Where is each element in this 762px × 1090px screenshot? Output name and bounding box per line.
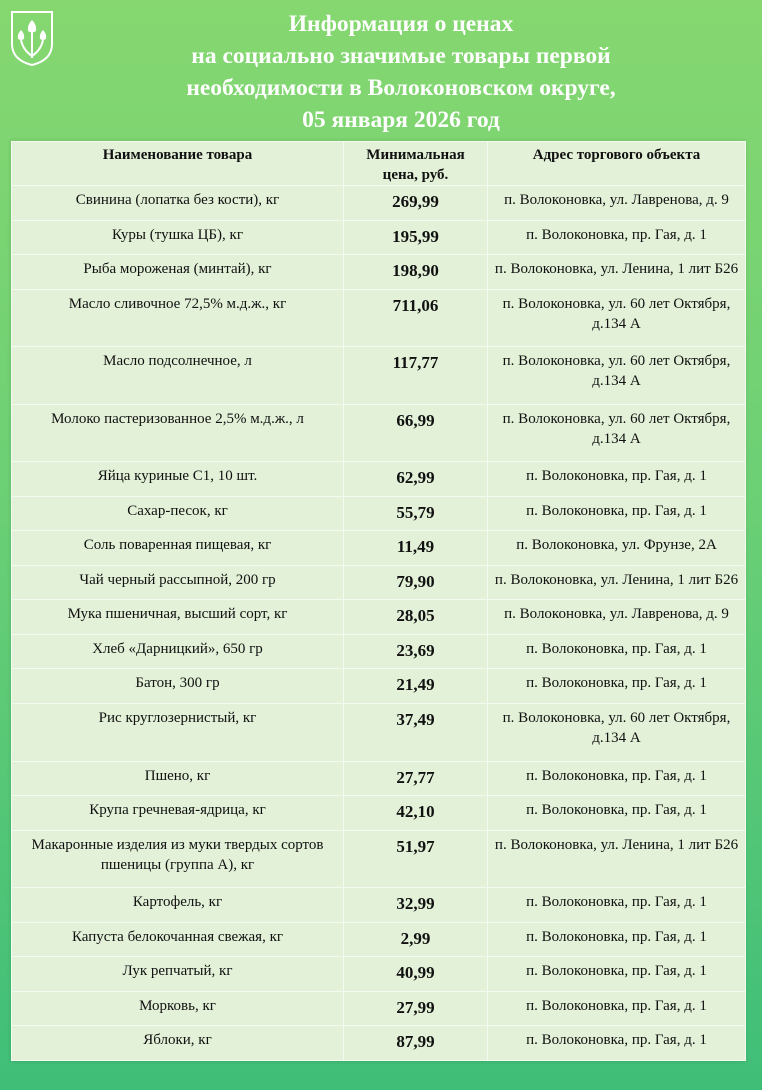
- price-cell: 195,99: [344, 220, 488, 255]
- product-name-cell: Масло сливочное 72,5% м.д.ж., кг: [12, 289, 344, 347]
- title-line: 05 января 2026 год: [302, 107, 500, 133]
- price-cell: 51,97: [344, 830, 488, 888]
- price-cell: 42,10: [344, 796, 488, 831]
- page-title: [60, 8, 742, 136]
- table-row: [12, 404, 746, 462]
- address-cell: п. Волоконовка, ул. 60 лет Октября, д.134 А: [488, 289, 746, 347]
- table-row: [12, 531, 746, 566]
- price-cell: 21,49: [344, 669, 488, 704]
- table-row: [12, 186, 746, 221]
- product-name-cell: Капуста белокочанная свежая, кг: [12, 922, 344, 957]
- table-row: [12, 761, 746, 796]
- table-row: [12, 496, 746, 531]
- address-cell: п. Волоконовка, пр. Гая, д. 1: [488, 888, 746, 923]
- product-name-cell: Куры (тушка ЦБ), кг: [12, 220, 344, 255]
- tulip-emblem-icon: [9, 10, 55, 66]
- product-name-cell: Батон, 300 гр: [12, 669, 344, 704]
- address-cell: п. Волоконовка, ул. Ленина, 1 лит Б26: [488, 565, 746, 600]
- price-cell: 27,99: [344, 991, 488, 1026]
- address-cell: п. Волоконовка, ул. Ленина, 1 лит Б26: [488, 830, 746, 888]
- product-name-cell: Рис круглозернистый, кг: [12, 704, 344, 762]
- price-cell: 37,49: [344, 704, 488, 762]
- table-row: [12, 1026, 746, 1061]
- price-table: [11, 141, 746, 1061]
- product-name-cell: Пшено, кг: [12, 761, 344, 796]
- table-row: [12, 704, 746, 762]
- product-name-cell: Мука пшеничная, высший сорт, кг: [12, 600, 344, 635]
- address-cell: п. Волоконовка, ул. 60 лет Октября, д.134 А: [488, 404, 746, 462]
- address-cell: п. Волоконовка, пр. Гая, д. 1: [488, 634, 746, 669]
- product-name-cell: Молоко пастеризованное 2,5% м.д.ж., л: [12, 404, 344, 462]
- address-cell: п. Волоконовка, ул. Лавренова, д. 9: [488, 186, 746, 221]
- table-row: [12, 669, 746, 704]
- table-row: [12, 922, 746, 957]
- price-cell: 117,77: [344, 347, 488, 405]
- address-cell: п. Волоконовка, ул. Лавренова, д. 9: [488, 600, 746, 635]
- address-cell: п. Волоконовка, ул. 60 лет Октября, д.134 А: [488, 704, 746, 762]
- price-cell: 79,90: [344, 565, 488, 600]
- product-name-cell: Соль поваренная пищевая, кг: [12, 531, 344, 566]
- table-row: [12, 957, 746, 992]
- address-cell: п. Волоконовка, пр. Гая, д. 1: [488, 462, 746, 497]
- price-cell: 711,06: [344, 289, 488, 347]
- price-cell: 2,99: [344, 922, 488, 957]
- table-row: [12, 796, 746, 831]
- address-cell: п. Волоконовка, пр. Гая, д. 1: [488, 991, 746, 1026]
- price-cell: 28,05: [344, 600, 488, 635]
- address-cell: п. Волоконовка, пр. Гая, д. 1: [488, 496, 746, 531]
- price-cell: 62,99: [344, 462, 488, 497]
- product-name-cell: Лук репчатый, кг: [12, 957, 344, 992]
- price-table-container: [11, 141, 745, 1061]
- price-cell: 11,49: [344, 531, 488, 566]
- product-name-cell: Макаронные изделия из муки твердых сортов пшеницы (группа А), кг: [12, 830, 344, 888]
- price-cell: 269,99: [344, 186, 488, 221]
- price-cell: 55,79: [344, 496, 488, 531]
- product-name-cell: Яйца куриные С1, 10 шт.: [12, 462, 344, 497]
- table-row: [12, 991, 746, 1026]
- address-cell: п. Волоконовка, пр. Гая, д. 1: [488, 796, 746, 831]
- address-cell: п. Волоконовка, пр. Гая, д. 1: [488, 957, 746, 992]
- address-cell: п. Волоконовка, ул. 60 лет Октября, д.134 А: [488, 347, 746, 405]
- table-row: [12, 565, 746, 600]
- address-cell: п. Волоконовка, пр. Гая, д. 1: [488, 1026, 746, 1061]
- address-cell: п. Волоконовка, ул. Фрунзе, 2А: [488, 531, 746, 566]
- column-header-address: Адрес торгового объекта: [488, 142, 746, 186]
- product-name-cell: Рыба мороженая (минтай), кг: [12, 255, 344, 290]
- price-cell: 87,99: [344, 1026, 488, 1061]
- table-row: [12, 830, 746, 888]
- table-row: [12, 289, 746, 347]
- table-header-row: [12, 142, 746, 186]
- title-line: Информация о ценах: [288, 11, 514, 37]
- product-name-cell: Морковь, кг: [12, 991, 344, 1026]
- price-cell: 198,90: [344, 255, 488, 290]
- product-name-cell: Картофель, кг: [12, 888, 344, 923]
- price-cell: 23,69: [344, 634, 488, 669]
- price-cell: 66,99: [344, 404, 488, 462]
- address-cell: п. Волоконовка, пр. Гая, д. 1: [488, 761, 746, 796]
- product-name-cell: Чай черный рассыпной, 200 гр: [12, 565, 344, 600]
- address-cell: п. Волоконовка, пр. Гая, д. 1: [488, 922, 746, 957]
- product-name-cell: Сахар-песок, кг: [12, 496, 344, 531]
- product-name-cell: Яблоки, кг: [12, 1026, 344, 1061]
- product-name-cell: Хлеб «Дарницкий», 650 гр: [12, 634, 344, 669]
- price-cell: 32,99: [344, 888, 488, 923]
- title-line: необходимости в Волоконовском округе,: [186, 75, 616, 101]
- title-line: на социально значимые товары первой: [191, 43, 611, 69]
- table-row: [12, 347, 746, 405]
- address-cell: п. Волоконовка, ул. Ленина, 1 лит Б26: [488, 255, 746, 290]
- column-header-name: Наименование товара: [12, 142, 344, 186]
- product-name-cell: Крупа гречневая-ядрица, кг: [12, 796, 344, 831]
- price-cell: 40,99: [344, 957, 488, 992]
- product-name-cell: Масло подсолнечное, л: [12, 347, 344, 405]
- product-name-cell: Свинина (лопатка без кости), кг: [12, 186, 344, 221]
- table-row: [12, 220, 746, 255]
- table-row: [12, 634, 746, 669]
- price-cell: 27,77: [344, 761, 488, 796]
- table-row: [12, 888, 746, 923]
- table-row: [12, 462, 746, 497]
- column-header-price: Минимальная цена, руб.: [344, 142, 488, 186]
- address-cell: п. Волоконовка, пр. Гая, д. 1: [488, 669, 746, 704]
- table-row: [12, 255, 746, 290]
- table-row: [12, 600, 746, 635]
- address-cell: п. Волоконовка, пр. Гая, д. 1: [488, 220, 746, 255]
